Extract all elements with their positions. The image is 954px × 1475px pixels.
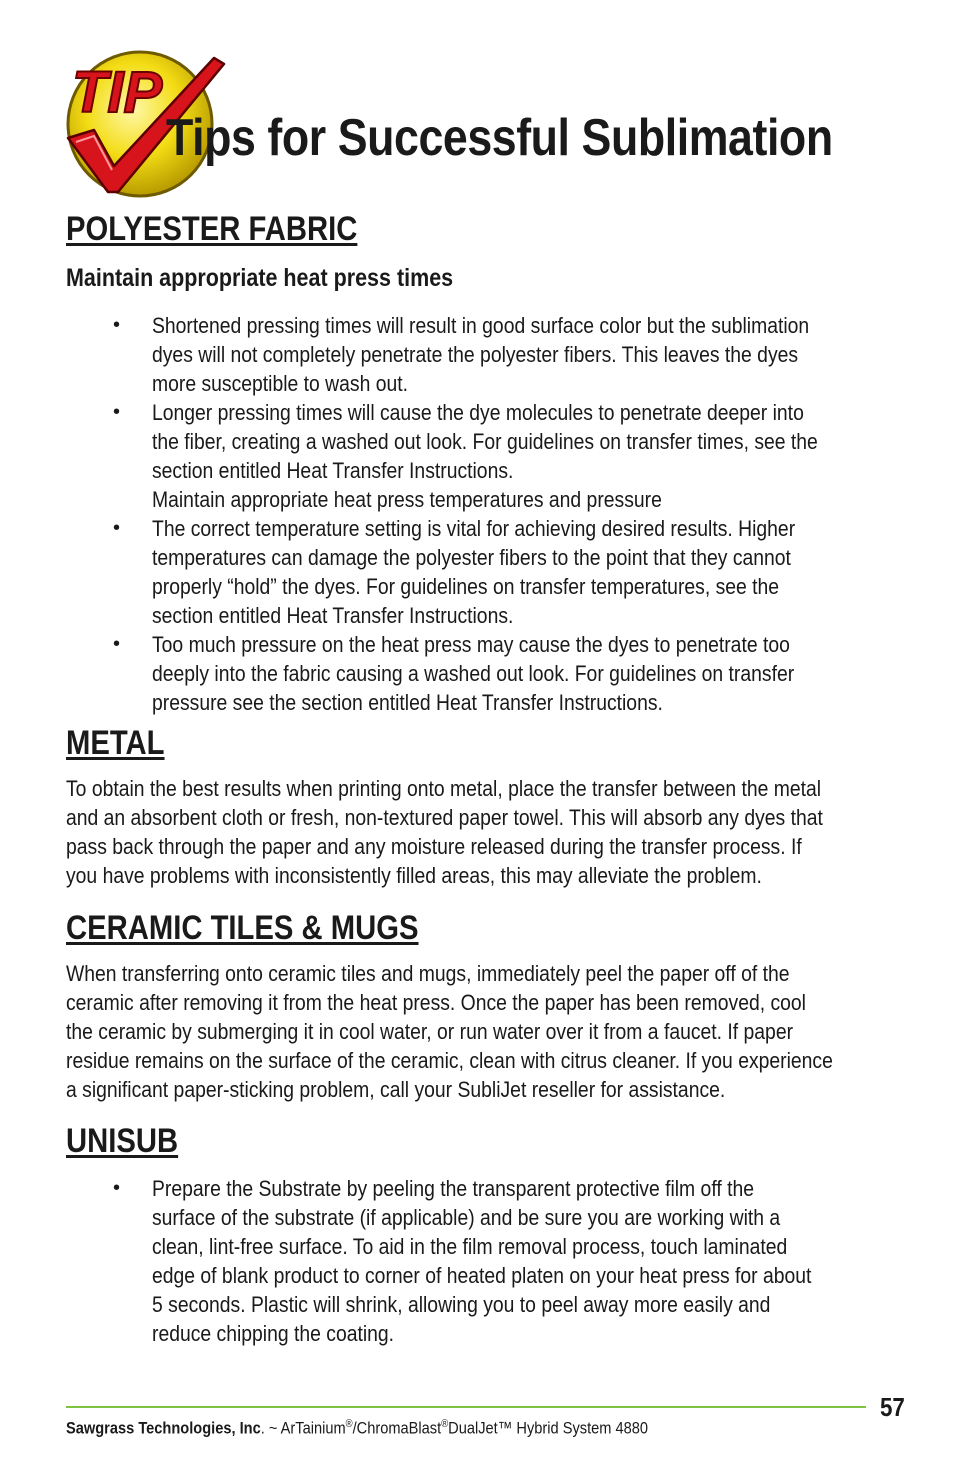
page-title: Tips for Successful Sublimation xyxy=(166,109,833,167)
text-line: the fiber, creating a washed out look. For guidelines on transfer times, see the xyxy=(152,429,818,454)
text-line: dyes will not completely penetrate the polyester fibers. This leaves the dyes xyxy=(152,342,799,367)
text-line: Prepare the Substrate by peeling the transparent protective film off the xyxy=(152,1176,754,1201)
text-line: edge of blank product to corner of heated platen on your heat press for about xyxy=(152,1263,812,1288)
text-line: Maintain appropriate heat press temperatures and pressure xyxy=(152,487,662,512)
bullet-glyph: • xyxy=(113,1177,121,1199)
logo-text: TIP xyxy=(72,60,163,125)
text-line: deeply into the fabric causing a washed out look. For guidelines on transfer xyxy=(152,661,795,686)
text-line: a significant paper-sticking problem, call your SubliJet reseller for assistance. xyxy=(66,1077,726,1102)
text-line: pressure see the section entitled Heat Transfer Instructions. xyxy=(152,690,663,715)
text-line: 5 seconds. Plastic will shrink, allowing you to peel away more easily and xyxy=(152,1292,771,1317)
text-line: ceramic after removing it from the heat press. Once the paper has been removed, cool xyxy=(66,990,806,1015)
footer-text xyxy=(66,1414,648,1439)
text-line: The correct temperature setting is vital for achieving desired results. Higher xyxy=(152,516,796,541)
text-line: section entitled Heat Transfer Instructions. xyxy=(152,458,514,483)
text-line: Too much pressure on the heat press may cause the dyes to penetrate too xyxy=(152,632,790,657)
text-line: temperatures can damage the polyester fibers to the point that they cannot xyxy=(152,545,791,570)
footer-reg-mark: ® xyxy=(441,1418,449,1430)
text-line: section entitled Heat Transfer Instructions. xyxy=(152,603,514,628)
footer-product-b: /ChromaBlast xyxy=(352,1418,442,1438)
text-line: properly “hold” the dyes. For guidelines on transfer temperatures, see the xyxy=(152,574,780,599)
text-line: and an absorbent cloth or fresh, non-textured paper towel. This will absorb any dyes that xyxy=(66,805,823,830)
footer-product-c: DualJet™ Hybrid System 4880 xyxy=(448,1418,649,1438)
text-line: Shortened pressing times will result in good surface color but the sublimation xyxy=(152,313,810,338)
section-heading-unisub: UNISUB xyxy=(66,1122,179,1160)
text-line: clean, lint-free surface. To aid in the film removal process, touch laminated xyxy=(152,1234,788,1259)
metal-paragraph xyxy=(66,774,823,890)
text-line: the ceramic by submerging it in cool water, or run water over it from a faucet. If paper xyxy=(66,1019,794,1044)
section-heading-polyester: POLYESTER FABRIC xyxy=(66,210,358,248)
bullet-glyph: • xyxy=(113,314,121,336)
text-line: pass back through the paper and any moisture released during the transfer process. If xyxy=(66,834,802,859)
text-line: residue remains on the surface of the ceramic, clean with citrus cleaner. If you experience xyxy=(66,1048,833,1073)
bullet-glyph: • xyxy=(113,633,121,655)
section-heading-ceramic: CERAMIC TILES & MUGS xyxy=(66,909,419,947)
text-line: When transferring onto ceramic tiles and mugs, immediately peel the paper off of the xyxy=(66,961,790,986)
footer-product-a: . ~ ArTainium xyxy=(260,1418,346,1438)
text-line: more susceptible to wash out. xyxy=(152,371,408,396)
text-line: surface of the substrate (if applicable) and be sure you are working with a xyxy=(152,1205,781,1230)
text-line: To obtain the best results when printing onto metal, place the transfer between the metal xyxy=(66,776,822,801)
text-line: Longer pressing times will cause the dye molecules to penetrate deeper into xyxy=(152,400,804,425)
bullet-glyph: • xyxy=(113,401,121,423)
ceramic-paragraph xyxy=(66,959,833,1104)
bullet-glyph: • xyxy=(113,517,121,539)
text-line: you have problems with inconsistently filled areas, this may alleviate the problem. xyxy=(66,863,762,888)
section-heading-metal: METAL xyxy=(66,724,165,762)
footer-company: Sawgrass Technologies, Inc xyxy=(66,1418,261,1438)
page-number: 57 xyxy=(880,1392,905,1422)
footer-reg-mark: ® xyxy=(345,1418,353,1430)
footer-rule xyxy=(66,1406,866,1408)
subheading-heat-press-times: Maintain appropriate heat press times xyxy=(66,264,454,292)
text-line: reduce chipping the coating. xyxy=(152,1321,395,1346)
